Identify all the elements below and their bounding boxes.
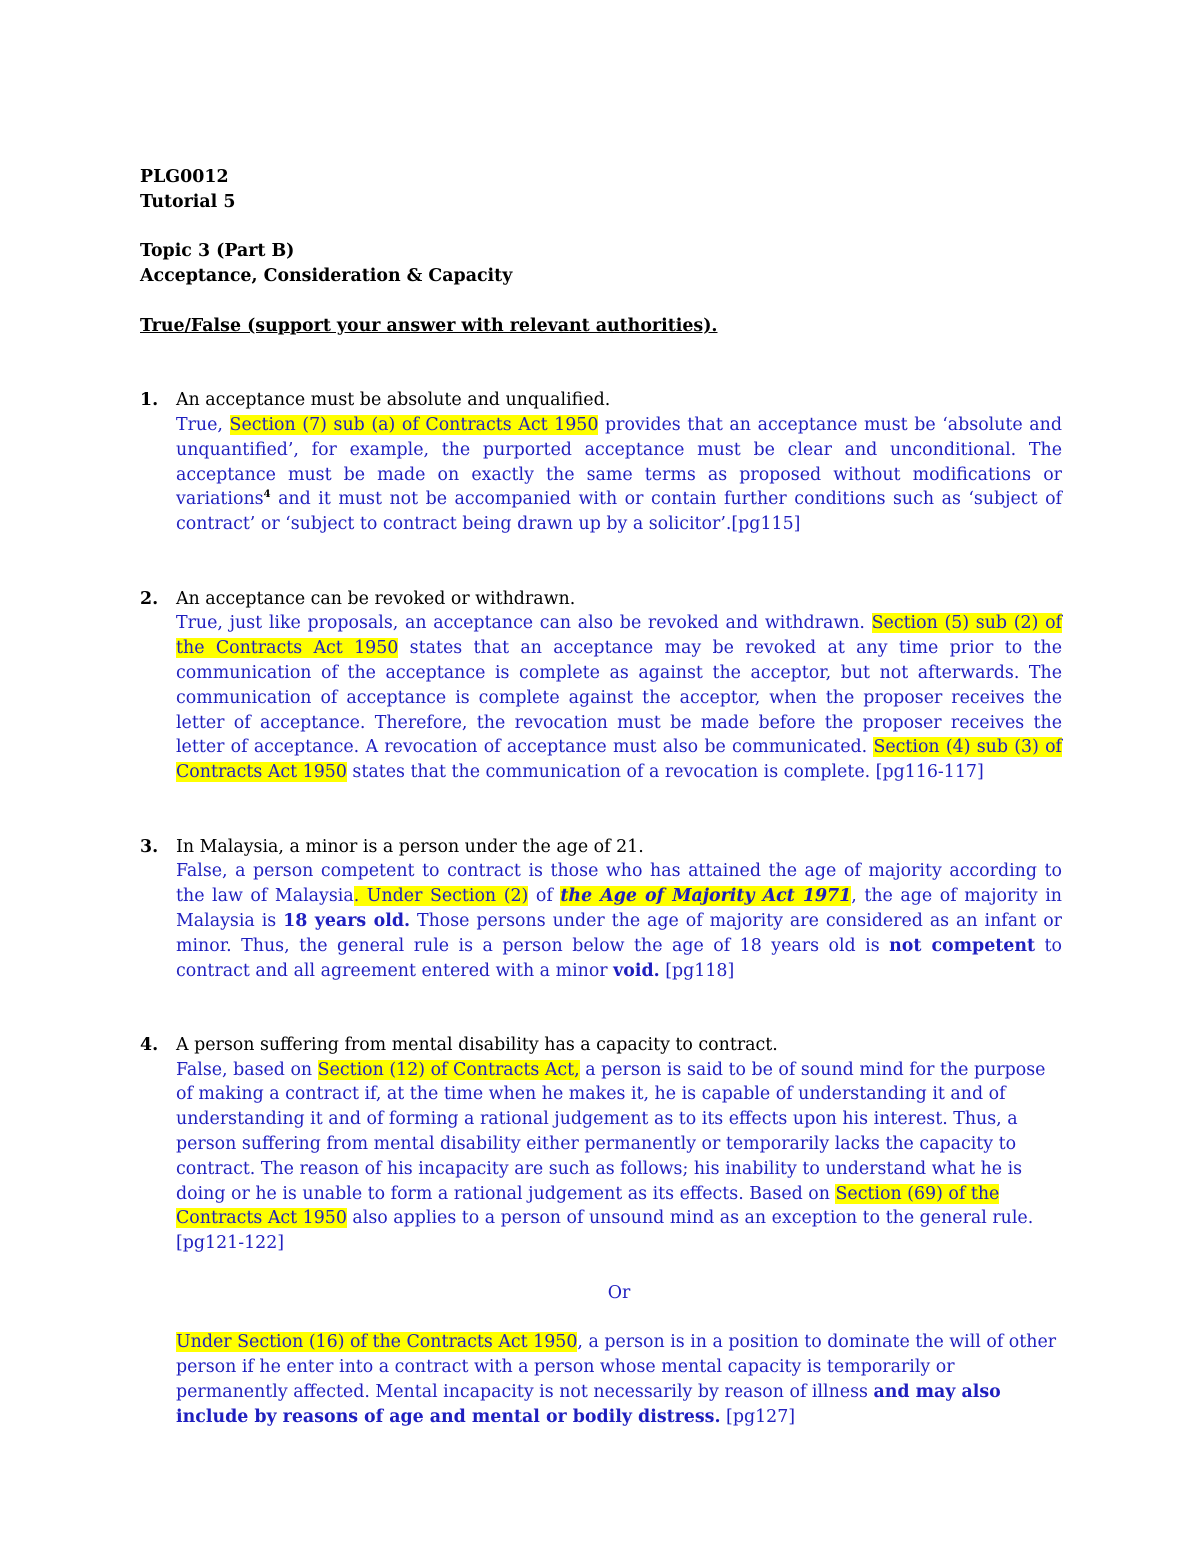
answer-text: True, Section (7) sub (a) of Contracts Act 1950 provides that an acceptance must be ‘absolute and unquantified’, for example, the purported acceptance must be clear and unconditional. The acceptance must be made on exactly the same terms as proposed without modifications or variations$^4$ and it must not be accompanied with or contain further conditions such as ‘subject of contract’ or ‘subject to contract being drawn up by a solicitor’.[pg115] [176,414,1062,535]
course-code: PLG0012 [140,167,229,187]
or-separator: Or [607,1282,631,1303]
footnote-marker: 4 [263,489,271,501]
question-3 [140,835,1062,984]
topic-subtitle: Acceptance, Consideration & Capacity [140,266,513,287]
highlighted-authority: Section (69) of the Contracts Act 1950 [176,1183,1000,1229]
question-1 [140,388,1062,537]
question-number: 1. [140,390,159,411]
question-4 [140,1033,1062,1430]
tutorial-title: Tutorial 5 [140,191,236,212]
topic-title: Topic 3 (Part B) [140,241,295,262]
answer-text: True, just like proposals, an acceptance can also be revoked and withdrawn. Section (5) sub (2) of the Contracts Act 1950 states that an acceptance may be revoked at any time prior to the communication of the acceptance is complete as against the acceptor, but not afterwards. The communication of acceptance is complete against the acceptor, when the proposer receives the letter of acceptance. Therefore, the revocation must be made before the proposer receives the letter of acceptance. A revocation of acceptance must also be communicated. Section (4) sub (3) of Contracts Act 1950 states that the communication of a revocation is complete. [pg116-117] [176,613,1062,783]
highlighted-authority: Section (7) sub (a) of Contracts Act 1950 [229,414,599,435]
question-statement: A person suffering from mental disability has a capacity to contract. [176,1034,778,1055]
emphasis: 18 years old. [283,910,411,931]
emphasis: void. [613,960,660,981]
emphasis: not competent [889,935,1036,956]
question-number: 2. [140,588,159,609]
act-name: the Age of Majority Act 1971 [560,886,852,907]
answer-text: False, based on Section (12) of Contracts Act, a person is said to be of sound mind for the purpose of making a contract if, at the time when he makes it, he is capable of understanding it and of understanding it and of forming a rational judgement as to its effects upon his interest. Thus, a person suffering from mental disability either permanently or temporarily lacks the capacity to contract. The reason of his incapacity are such as follows; his inability to understand what he is doing or he is unable to form a rational judgement as its effects. Based on Section (69) of the Contracts Act 1950 also applies to a person of unsound mind as an exception to the general rule. [pg121-122] [176,1059,1046,1254]
emphasis: and may also include by reasons of age and mental or bodily distress. [176,1382,1001,1427]
question-number: 3. [140,836,159,857]
highlighted-authority: . Under Section (2) [353,886,529,907]
question-statement: In Malaysia, a minor is a person under the age of 21. [176,836,644,857]
instruction-heading: True/False (support your answer with relevant authorities). [140,315,718,336]
question-2 [140,587,1062,785]
highlighted-authority: Under Section (16) of the Contracts Act 1950 [176,1332,578,1353]
highlighted-authority: Section (4) sub (3) of Contracts Act 1950 [176,737,1062,783]
answer-text: False, a person competent to contract is those who has attained the age of majority according to the law of Malaysia. Under Section (2) of the Age of Majority Act 1971, the age of majority in Malaysia is 18 years old. Those persons under the age of majority are considered as an infant or minor. Thus, the general rule is a person below the age of 18 years old is not competent to contract and all agreement entered with a minor void. [pg118] [176,861,1062,981]
question-number: 4. [140,1034,159,1055]
document-page [140,165,1062,1430]
highlighted-authority: Section (12) of Contracts Act, [317,1059,580,1080]
alternative-answer-text: Under Section (16) of the Contracts Act 1950, a person is in a position to dominate the will of other person if he enter into a contract with a person whose mental capacity is temporarily or permanently affected. Mental incapacity is not necessarily by reason of illness and may also include by reasons of age and mental or bodily distress. [pg127] [176,1332,1057,1427]
question-statement: An acceptance can be revoked or withdrawn. [176,588,576,609]
question-statement: An acceptance must be absolute and unqualified. [176,390,611,411]
highlighted-authority: Section (5) sub (2) of the Contracts Act 1950 [176,613,1062,659]
